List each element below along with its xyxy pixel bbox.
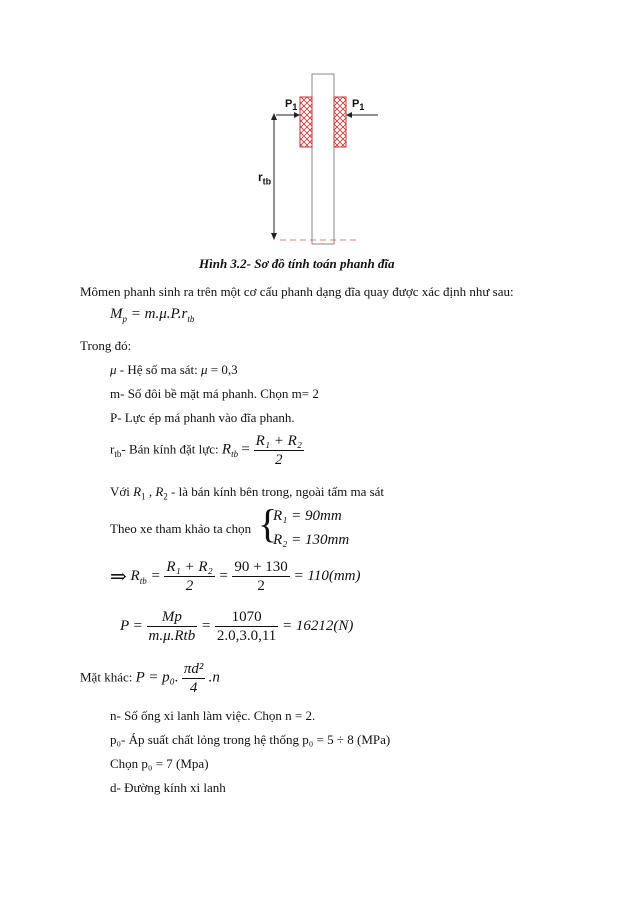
p-calculation: P = $\frac{Mp}{\text{m.μ.Rtb}}$ = $\frac{1070}{2.0,3.0,11}$ = 16212(N) (120, 609, 354, 644)
choose-r2: R₂ = 130mm (273, 532, 350, 548)
choose-r1: R₁ = 90mm (273, 508, 342, 524)
intro-paragraph: Mômen phanh sinh ra trên một cơ cấu phanh dạng đĩa quay được xác định như sau: (80, 284, 514, 299)
def-rtb: $r_{tb}-$ Bán kính đặt lực: $R_{tb}$ = $\frac{\text{R₁ + R₂}}{2}$ (110, 433, 302, 468)
moment-equation: $M_p = m.\mu.P.r_{tb}$ (110, 306, 195, 324)
brake-pad-left (300, 97, 312, 147)
force-label-left: $P_1$ (285, 98, 298, 113)
system-brace: { (258, 501, 278, 546)
choose-p0: Chọn p₀ = 7 (Mpa) (110, 756, 209, 771)
force-label-right: $P_1$ (352, 98, 365, 113)
figure-caption: Hình 3.2- Sơ đồ tính toán phanh đĩa (199, 256, 395, 271)
force-arrow-right (346, 112, 352, 118)
brake-pad-right (334, 97, 346, 147)
other-formula: Mặt khác: P = p₀. $\frac{\text{πd²}}{4}$ .n (80, 661, 220, 696)
def-r1-r2: Với $R_1$ , $R_2$ - là bán kính bên trong, ngoài tấm ma sát (110, 484, 385, 502)
def-p: P- Lực ép má phanh vào đĩa phanh. (110, 410, 295, 425)
disc-shaft (312, 74, 334, 244)
def-n: n- Số ống xi lanh làm việc. Chọn n = 2. (110, 708, 316, 723)
where-heading: Trong đó: (80, 338, 132, 353)
def-mu: μ - Hệ số ma sát: μ = 0,3 (110, 362, 238, 377)
def-p0: p₀- Áp suất chất lỏng trong hệ thống p₀ = 5 ÷ 8 (MPa) (110, 732, 391, 747)
force-arrow-left (294, 112, 300, 118)
choose-text: Theo xe tham khảo ta chọn (110, 521, 252, 536)
fraction-rtb: $\frac{\text{R₁ + R₂}}{2}$ (255, 433, 302, 468)
def-m: m- Số đôi bề mặt má phanh. Chọn m= 2 (110, 386, 319, 401)
def-d: d- Đường kính xi lanh (110, 780, 226, 795)
brake-disc-diagram (250, 70, 400, 250)
radius-label: $r_{tb}$ (258, 170, 272, 187)
rtb-calculation: ⇒ $R_{tb}$ = $\frac{\text{R₁ + R₂}}{2}$ = $\frac{90 + 130}{2}$ = 110(mm) (110, 559, 361, 594)
